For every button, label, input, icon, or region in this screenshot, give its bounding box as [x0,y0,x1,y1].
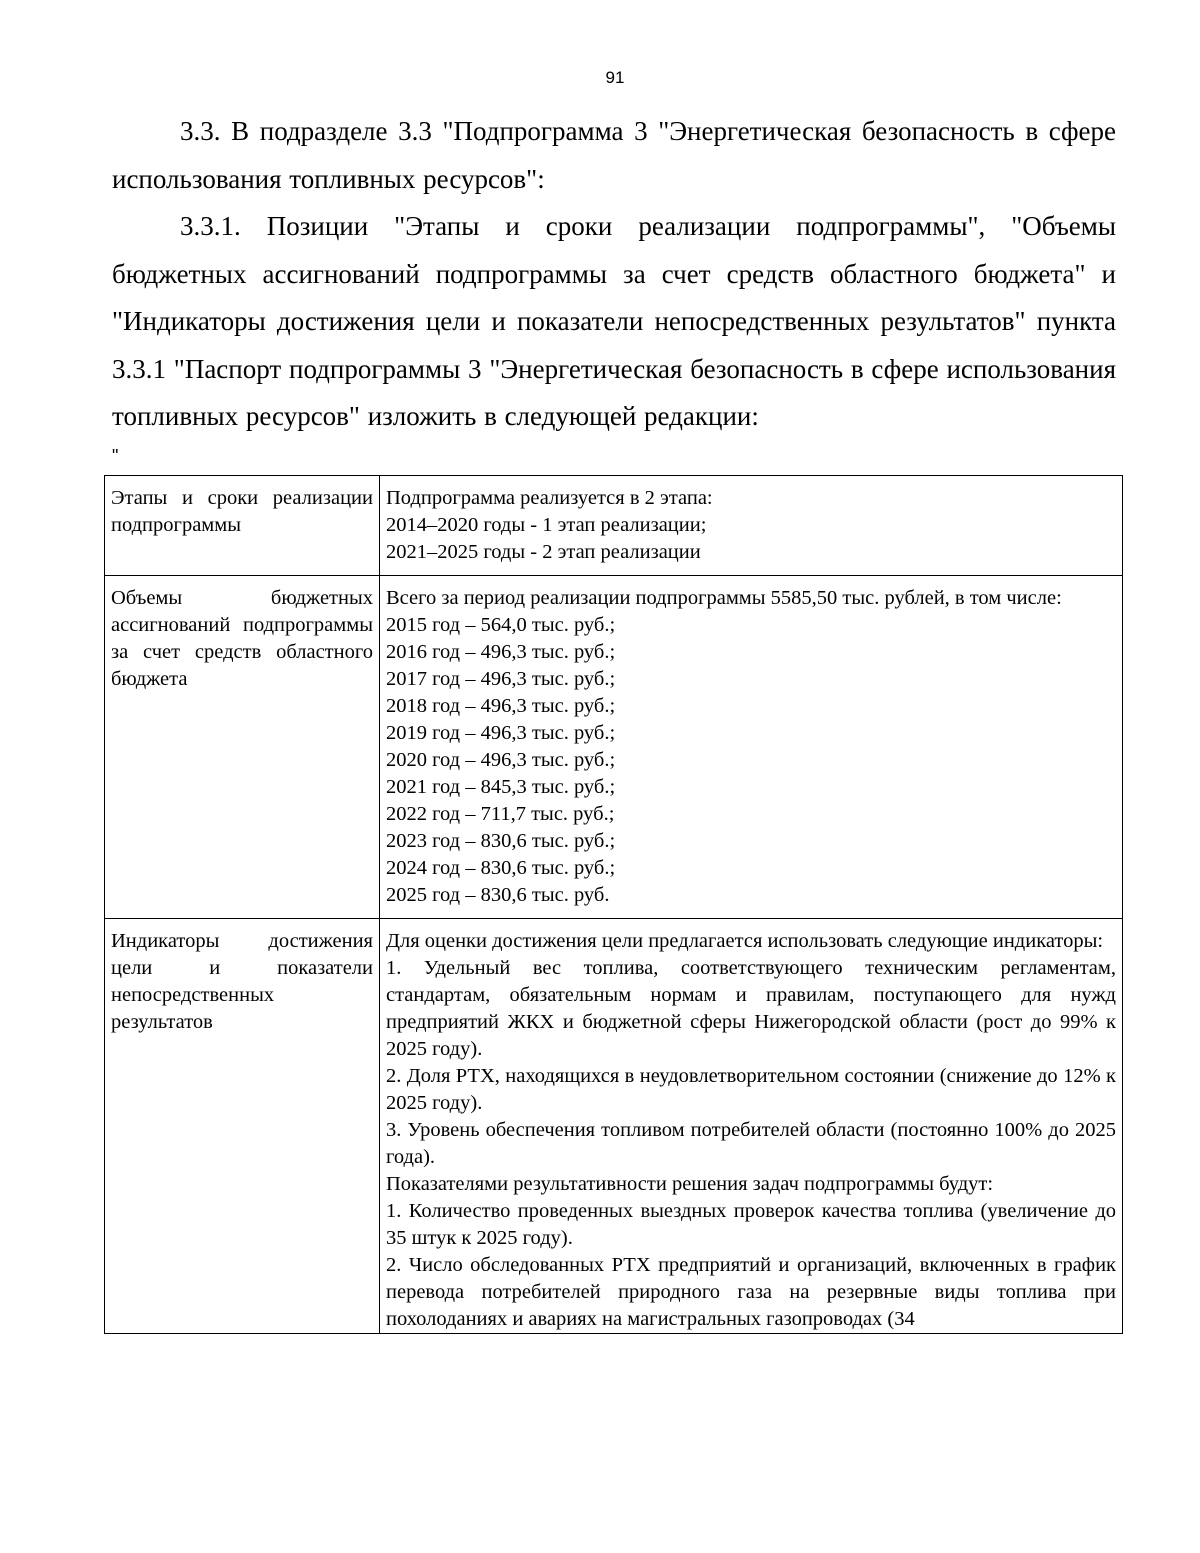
budget-year-line: 2019 год – 496,3 тыс. руб.; [386,722,616,744]
row-label-indicators: Индикаторы достижения цели и показатели непосредственных результатов [105,919,380,1334]
value-line: 2014–2020 годы - 1 этап реализации; [386,514,707,536]
budget-year-line: 2021 год – 845,3 тыс. руб.; [386,776,616,798]
subprogram-passport-table [104,475,1123,1334]
indicator-item: 3. Уровень обеспечения топливом потребителей области (постоянно 100% до 2025 года). [386,1119,1116,1168]
budget-year-line: 2022 год – 711,7 тыс. руб.; [386,803,615,825]
budget-year-line: 2025 год – 830,6 тыс. руб. [386,884,610,906]
result-indicator-item: 1. Количество проведенных выездных проверок качества топлива (увеличение до 35 штук к 2025 году). [386,1200,1116,1249]
indicator-item: 1. Удельный вес топлива, соответствующего техническим регламентам, стандартам, обязательным нормам и правилам, поступающего для нужд предприятий ЖКХ и бюджетной сферы Нижегородской области (рост до 99% к 2025 году). [386,957,1116,1060]
budget-year-line: 2018 год – 496,3 тыс. руб.; [386,695,616,717]
budget-year-line: 2020 год – 496,3 тыс. руб.; [386,749,616,771]
row-label-budget: Объемы бюджетных ассигнований подпрограммы за счет средств областного бюджета [105,576,380,919]
row-value-indicators [380,919,1123,1334]
paragraph-3-3: 3.3. В подразделе 3.3 "Подпрограмма 3 "Энергетическая безопасность в сфере использования топливных ресурсов": [112,116,1116,194]
value-line: Всего за период реализации подпрограммы 5585,50 тыс. рублей, в том числе: [386,587,1062,609]
table-row-stages [105,476,1123,576]
row-value-stages [380,476,1123,576]
value-line: Показателями результативности решения задач подпрограммы будут: [386,1173,994,1195]
budget-year-line: 2015 год – 564,0 тыс. руб.; [386,614,616,636]
page-number: 91 [605,68,625,87]
body-text [112,108,1116,441]
budget-year-line: 2017 год – 496,3 тыс. руб.; [386,668,616,690]
result-indicator-item: 2. Число обследованных РТХ предприятий и организаций, включенных в график перевода потребителей природного газа на резервные виды топлива при похолоданиях и авариях на магистральных газопроводах (34 [386,1254,1116,1330]
budget-year-line: 2023 год – 830,6 тыс. руб.; [386,830,616,852]
row-value-budget [380,576,1123,919]
table-row-indicators [105,919,1123,1334]
value-line: Подпрограмма реализуется в 2 этапа: [386,487,713,509]
value-line: 2021–2025 годы - 2 этап реализации [386,541,701,563]
budget-year-line: 2024 год – 830,6 тыс. руб.; [386,857,616,879]
paragraph-3-3-1: 3.3.1. Позиции "Этапы и сроки реализации подпрограммы", "Объемы бюджетных ассигнований подпрограммы за счет средств областного бюджета" и "Индикаторы достижения цели и показатели непосредственных результатов" пункта 3.3.1 "Паспорт подпрограммы 3 "Энергетическая безопасность в сфере использования топливных ресурсов" изложить в следующей редакции: [112,211,1116,431]
row-label-stages: Этапы и сроки реализации подпрограммы [105,476,380,576]
budget-year-line: 2016 год – 496,3 тыс. руб.; [386,641,616,663]
table-row-budget [105,576,1123,919]
indicator-item: 2. Доля РТХ, находящихся в неудовлетворительном состоянии (снижение до 12% к 2025 году). [386,1065,1116,1114]
opening-quote-mark: " [112,446,119,466]
value-line: Для оценки достижения цели предлагается использовать следующие индикаторы: [386,930,1104,952]
